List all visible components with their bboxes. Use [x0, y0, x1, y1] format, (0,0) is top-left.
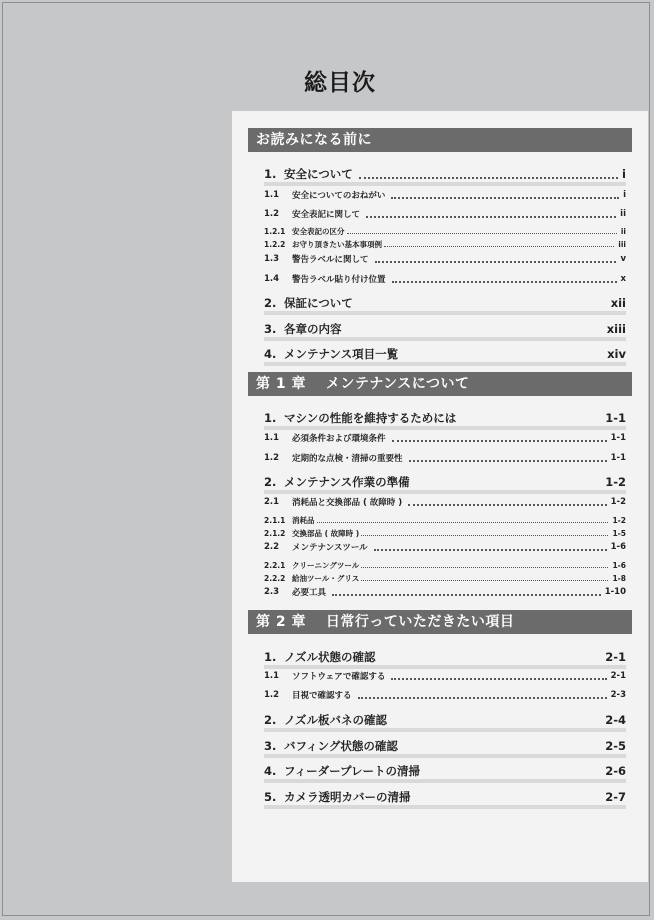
- toc-entry-number: 3.: [264, 738, 277, 753]
- toc-entry-page: 1-2: [612, 515, 626, 525]
- toc-entry-page: 1-8: [612, 573, 626, 583]
- toc-entry-page: xiv: [607, 346, 626, 361]
- toc-entry-number: 5.: [264, 789, 277, 804]
- toc-entry-number: 1.2.1: [264, 226, 286, 236]
- toc-entry-title: 各章の内容: [284, 321, 342, 336]
- toc-entry-page: 1-2: [605, 474, 626, 489]
- toc-entry-page: i: [622, 166, 626, 181]
- toc-entry-page: x: [620, 274, 626, 284]
- toc-entry-number: 2.1.1: [264, 515, 286, 525]
- toc-entry-page: ii: [620, 209, 626, 219]
- toc-entry[interactable]: [264, 409, 626, 426]
- toc-entry-title: お守り頂きたい基本事項例: [292, 239, 382, 249]
- toc-entry-page: 2-4: [605, 712, 626, 727]
- dot-leader: [374, 548, 607, 551]
- toc-entry-number: 1.2.2: [264, 239, 286, 249]
- toc-entry-number: 1.4: [264, 274, 280, 284]
- dot-leader: [359, 176, 618, 179]
- dot-leader: [361, 566, 608, 568]
- dot-leader: [366, 215, 616, 218]
- toc-entry-page: 2-7: [605, 789, 626, 804]
- toc-entry-number: 2.2.1: [264, 560, 286, 570]
- toc-entry-number: 1.: [264, 166, 277, 181]
- toc-entry-title: メンテナンス項目一覧: [284, 346, 399, 361]
- toc-entry-number: 2.1.2: [264, 528, 286, 538]
- toc-entry-page: 1-2: [610, 497, 626, 507]
- toc-entry[interactable]: [264, 188, 626, 202]
- toc-entry-title: 給油ツール・グリス: [292, 573, 360, 583]
- toc-entry-page: 1-1: [605, 410, 626, 425]
- toc-entry-number: 2.1: [264, 497, 280, 507]
- toc-entry-page: 1-1: [610, 453, 626, 463]
- toc-entry-page: 1-1: [610, 433, 626, 443]
- toc-entry-page: iii: [618, 239, 626, 249]
- toc-entry-number: 4.: [264, 346, 277, 361]
- dot-leader: [375, 260, 617, 263]
- toc-entry-title: 安全について: [284, 166, 353, 181]
- toc-entry[interactable]: [264, 711, 626, 728]
- toc-entry-title: フィーダープレートの清掃: [284, 763, 421, 778]
- toc-entry-title: 必須条件および環境条件: [292, 434, 386, 444]
- toc-entry-title: 警告ラベル貼り付け位置: [292, 275, 386, 285]
- toc-entry-title: ノズル板バネの確認: [284, 712, 388, 727]
- toc-entry-number: 4.: [264, 763, 277, 778]
- dot-leader: [392, 439, 607, 442]
- toc-entry-number: 2.2: [264, 542, 280, 552]
- toc-entry-page: 2-1: [610, 671, 626, 681]
- section-header: お読みになる前に: [248, 128, 632, 152]
- toc-entry-page: 1-6: [612, 560, 626, 570]
- toc-entry-title: 保証について: [284, 295, 353, 310]
- section-header: 第 2 章 日常行っていただきたい項目: [248, 610, 632, 634]
- toc-entry[interactable]: [264, 514, 626, 526]
- toc-entry[interactable]: [264, 207, 626, 221]
- toc-entry-number: 1.2: [264, 209, 280, 219]
- toc-entry-title: 必要工具: [292, 588, 327, 598]
- toc-entry-title: ノズル状態の確認: [284, 649, 376, 664]
- toc-entry-title: カメラ透明カバーの清掃: [284, 789, 411, 804]
- toc-entry[interactable]: [264, 320, 626, 337]
- toc-entry[interactable]: [264, 540, 626, 554]
- dot-leader: [317, 521, 609, 523]
- dot-leader: [361, 534, 608, 536]
- dot-leader: [358, 696, 607, 699]
- toc-entry-number: 1.1: [264, 190, 280, 200]
- toc-entry-page: 2-3: [610, 690, 626, 700]
- toc-entry-title: マシンの性能を維持するためには: [284, 410, 457, 425]
- toc-entry-number: 2.: [264, 712, 277, 727]
- toc-entry-number: 3.: [264, 321, 277, 336]
- dot-leader: [391, 677, 606, 680]
- toc-entry-page: xiii: [606, 321, 626, 336]
- toc-entry-number: 1.2: [264, 453, 280, 463]
- toc-entry-number: 2.: [264, 474, 277, 489]
- toc-entry[interactable]: [264, 451, 626, 465]
- toc-entry[interactable]: [264, 495, 626, 509]
- toc-entry-page: 2-5: [605, 738, 626, 753]
- toc-entry-page: i: [623, 190, 626, 200]
- toc-entry-title: 安全についてのおねがい: [292, 191, 386, 201]
- toc-entry-title: メンテナンス作業の準備: [284, 474, 410, 489]
- dot-leader: [384, 245, 614, 247]
- toc-entry-title: 警告ラベルに関して: [292, 255, 369, 265]
- toc-entry-title: 安全表記に関して: [292, 210, 361, 220]
- toc-entry-page: 1-10: [604, 587, 626, 597]
- toc-entry[interactable]: [264, 762, 626, 779]
- toc-entry-title: 安全表記の区分: [292, 226, 345, 236]
- dot-leader: [391, 196, 619, 199]
- toc-entry[interactable]: [264, 559, 626, 571]
- toc-entry-number: 1.2: [264, 690, 280, 700]
- toc-entry-number: 1.1: [264, 433, 280, 443]
- dot-leader: [347, 232, 617, 234]
- toc-entry[interactable]: [264, 527, 626, 539]
- toc-entry-title: 消耗品: [292, 515, 315, 525]
- toc-entry-number: 2.: [264, 295, 277, 310]
- toc-entry-page: ii: [620, 226, 626, 236]
- toc-entry-page: xii: [610, 295, 626, 310]
- toc-entry-title: バフィング状態の確認: [284, 738, 398, 753]
- toc-entry-title: 定期的な点検・清掃の重要性: [292, 454, 403, 464]
- toc-entry[interactable]: [264, 669, 626, 683]
- toc-entry-number: 1.3: [264, 254, 280, 264]
- toc-entry-page: 1-5: [612, 528, 626, 538]
- toc-entry-title: 目視で確認する: [292, 691, 352, 701]
- toc-entry[interactable]: [264, 788, 626, 805]
- toc-entry[interactable]: [264, 648, 626, 665]
- toc-entry-page: 2-6: [605, 763, 626, 778]
- toc-entry[interactable]: [264, 737, 626, 754]
- toc-entry[interactable]: [264, 473, 626, 490]
- toc-entry-title: クリーニングツール: [292, 560, 360, 570]
- toc-entry-number: 2.2.2: [264, 573, 286, 583]
- page-title: 総目次: [304, 70, 376, 96]
- toc-entry[interactable]: [264, 272, 626, 286]
- toc-entry[interactable]: [264, 225, 626, 237]
- toc-entry-page: 1-6: [610, 542, 626, 552]
- dot-leader: [409, 459, 607, 462]
- toc-entry-page: v: [620, 254, 626, 264]
- toc-entry[interactable]: [264, 585, 626, 599]
- toc-entry[interactable]: [264, 572, 626, 584]
- toc-entry-number: 1.1: [264, 671, 280, 681]
- toc-entry[interactable]: [264, 294, 626, 311]
- toc-entry-title: 消耗品と交換部品 ( 故障時 ): [292, 498, 403, 508]
- toc-entry-number: 1.: [264, 410, 277, 425]
- toc-entry[interactable]: [264, 688, 626, 702]
- toc-entry[interactable]: [264, 238, 626, 250]
- toc-entry-title: メンテナンスツール: [292, 543, 368, 553]
- toc-entry-title: 交換部品 ( 故障時 ): [292, 528, 360, 538]
- toc-entry-number: 1.: [264, 649, 277, 664]
- toc-entry-title: ソフトウェアで確認する: [292, 672, 386, 682]
- toc-entry[interactable]: [264, 431, 626, 445]
- toc-entry[interactable]: [264, 165, 626, 182]
- dot-leader: [361, 579, 608, 581]
- toc-entry-page: 2-1: [605, 649, 626, 664]
- section-header: 第 1 章 メンテナンスについて: [248, 372, 632, 396]
- toc-entry-number: 2.3: [264, 587, 280, 597]
- dot-leader: [392, 280, 617, 283]
- toc-entry[interactable]: [264, 345, 626, 362]
- dot-leader: [332, 593, 601, 596]
- dot-leader: [408, 503, 606, 506]
- toc-entry[interactable]: [264, 252, 626, 266]
